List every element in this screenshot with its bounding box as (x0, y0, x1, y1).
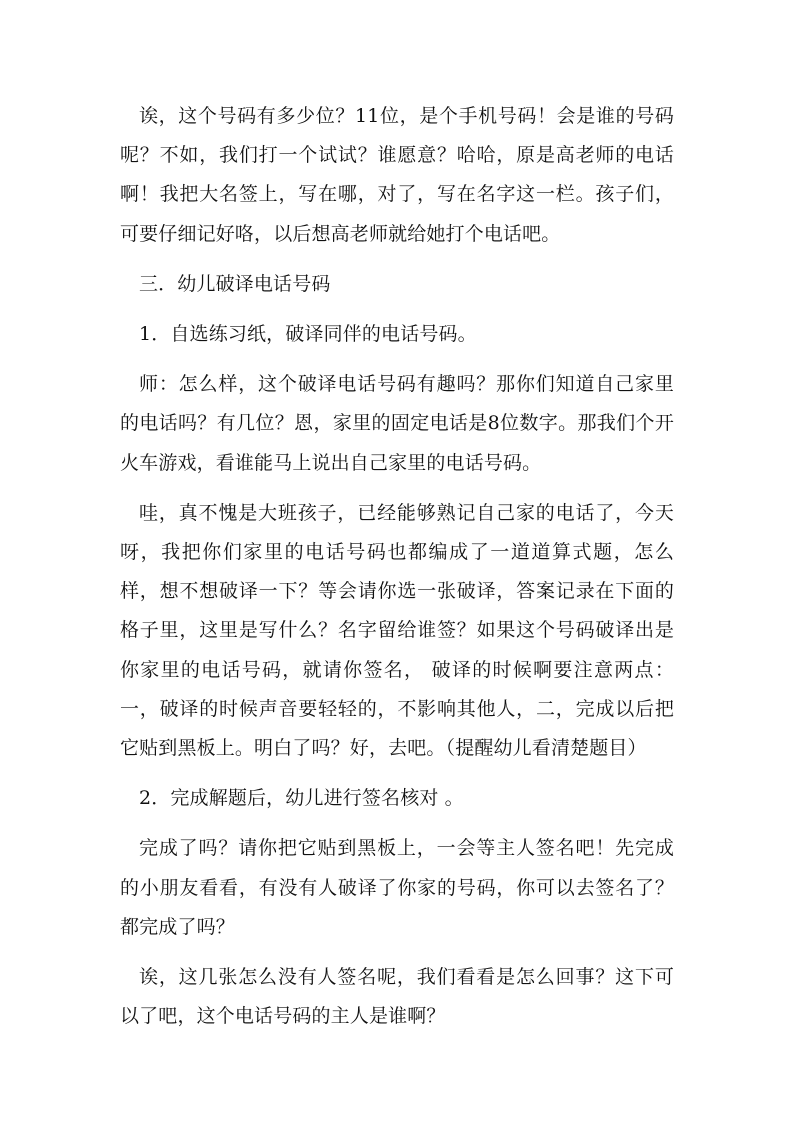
step-2-heading: 2．完成解题后，幼儿进行签名核对 。 (139, 787, 464, 810)
paragraph-completion-check: 完成了吗？请你把它贴到黑板上，一会等主人签名吧！先完成的小朋友看看，有没有人破译了你家的号码，你可以去签名了？都完成了吗？ (120, 837, 674, 938)
paragraph-decode-instructions: 哇，真不愧是大班孩子，已经能够熟记自己家的电话了，今天呀，我把你们家里的电话号码也都编成了一道道算式题，怎么样，想不想破译一下？等会请你选一张破译，答案记录在下面的格子里，这里是写什么？名字留给谁签？如果这个号码破译出是你家里的电话号码，就请你签名， 破译的时候啊要注意两点：一，破译的时候声音要轻轻的，不影响其他人，二，完成以后把它贴到黑板上。明白了吗？好，去吧。（提醒幼儿看清楚题目） (120, 501, 674, 760)
step-1-heading: 1．自选练习纸，破译同伴的电话号码。 (139, 323, 477, 346)
paragraph-teacher-question: 师：怎么样，这个破译电话号码有趣吗？那你们知道自己家里的电话吗？有几位？恩，家里的固定电话是8位数字。那我们个开火车游戏，看谁能马上说出自己家里的电话号码。 (120, 373, 674, 474)
paragraph-unsigned-sheets: 诶，这几张怎么没有人签名呢，我们看看是怎么回事？这下可以了吧，这个电话号码的主人是谁啊？ (120, 966, 674, 1028)
paragraph-phone-number-intro: 诶，这个号码有多少位？11位，是个手机号码！会是谁的号码呢？不如，我们打一个试试？谁愿意？哈哈，原是高老师的电话啊！我把大名签上，写在哪，对了，写在名字这一栏。孩子们，可要仔细记好咯，以后想高老师就给她打个电话吧。 (120, 105, 674, 245)
document-body (120, 97, 674, 1047)
section-heading-decode-phone: 三．幼儿破译电话号码 (139, 272, 331, 295)
